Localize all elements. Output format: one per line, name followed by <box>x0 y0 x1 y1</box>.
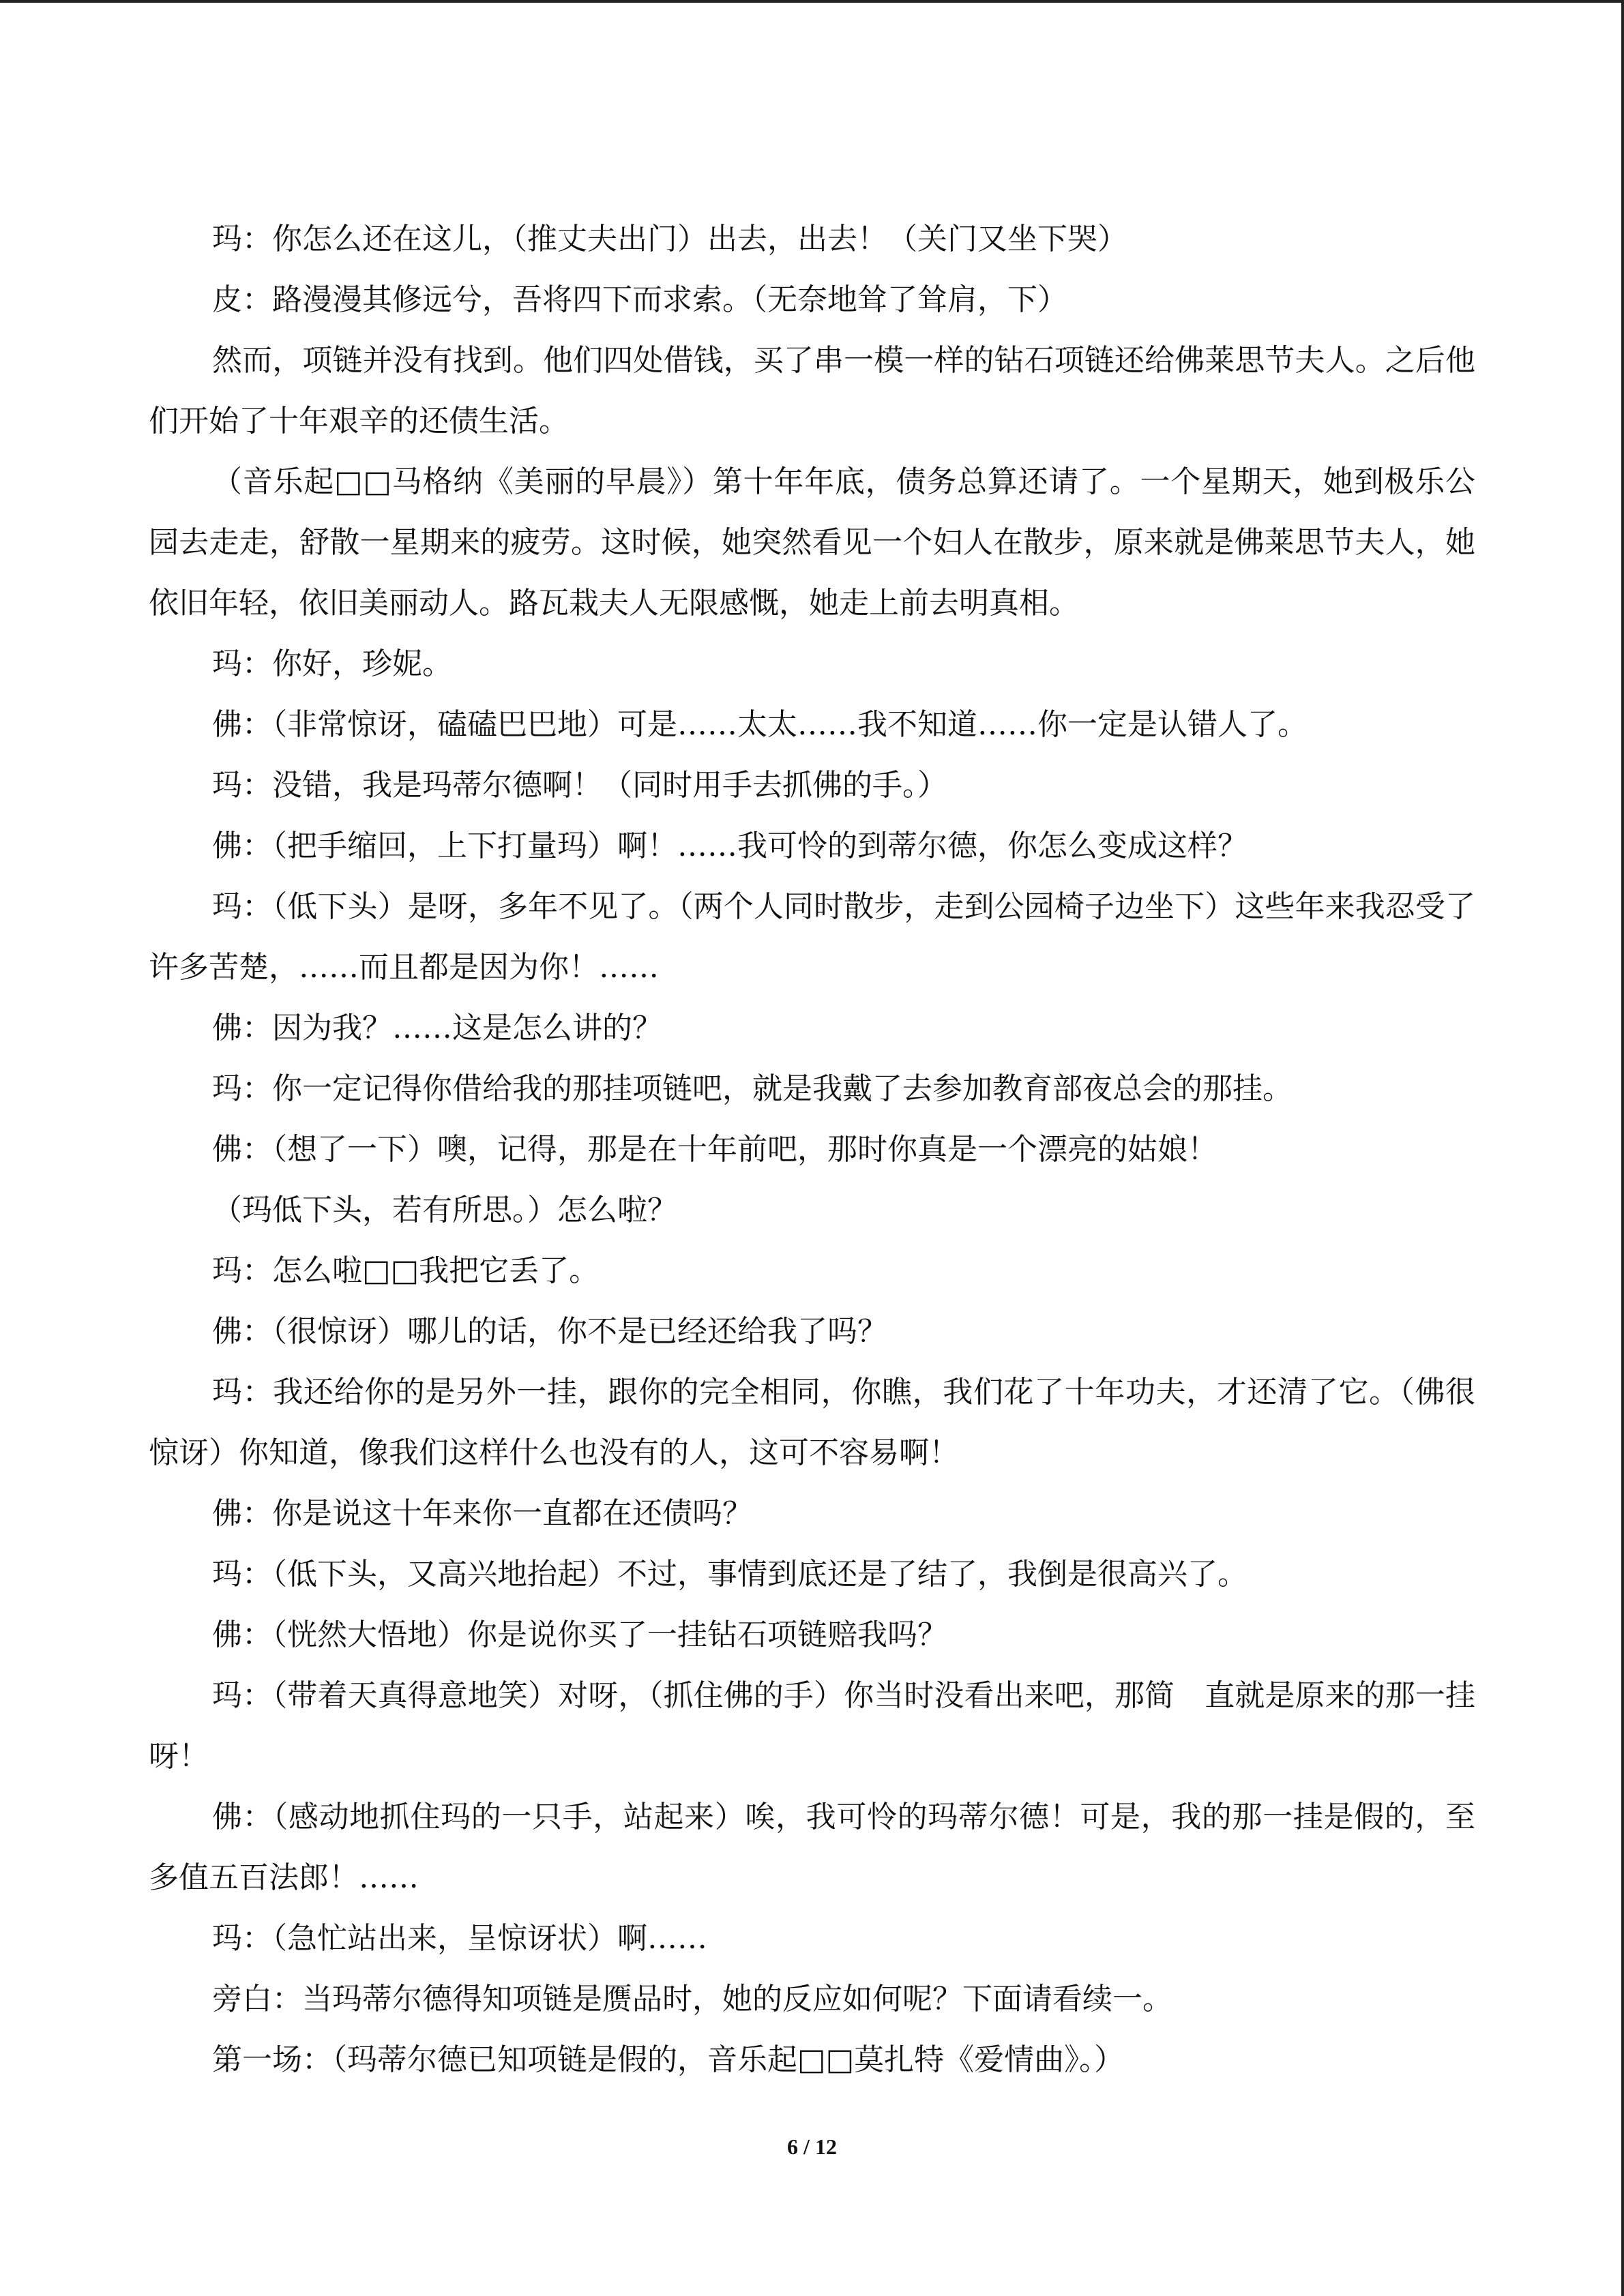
paragraph: 玛：（带着天真得意地笑）对呀，（抓住佛的手）你当时没看出来吧，那简 直就是原来的那一挂呀！ <box>149 1678 1475 1774</box>
paragraph: 玛：你好，珍妮。 <box>212 646 452 681</box>
paragraph: 佛：（感动地抓住玛的一只手，站起来）唉，我可怜的玛蒂尔德！可是，我的那一挂是假的，至多值五百法郎！…… <box>149 1800 1475 1895</box>
paragraph: 旁白：当玛蒂尔德得知项链是赝品时，她的反应如何呢？下面请看续一。 <box>212 1982 1172 2016</box>
paragraph: 佛：（想了一下）噢，记得，那是在十年前吧，那时你真是一个漂亮的姑娘！ <box>212 1132 1217 1167</box>
document-body <box>149 209 1475 2090</box>
page-border-top <box>0 0 1624 3</box>
paragraph: 佛：你是说这十年来你一直都在还债吗？ <box>212 1496 752 1531</box>
page-border-right <box>1621 0 1624 2296</box>
paragraph: （玛低下头，若有所思。）怎么啦？ <box>212 1193 677 1227</box>
paragraph: 佛：（把手缩回，上下打量玛）啊！……我可怜的到蒂尔德，你怎么变成这样？ <box>212 829 1247 863</box>
paragraph: 皮：路漫漫其修远兮，吾将四下而求索。（无奈地耸了耸肩，下） <box>212 282 1067 317</box>
paragraph: 佛：（很惊讶）哪儿的话，你不是已经还给我了吗？ <box>212 1314 887 1349</box>
paragraph: 玛：你一定记得你借给我的那挂项链吧，就是我戴了去参加教育部夜总会的那挂。 <box>212 1071 1293 1106</box>
paragraph: 第一场：（玛蒂尔德已知项链是假的，音乐起□□莫扎特《爱情曲》。） <box>212 2042 1125 2077</box>
paragraph: 玛：（急忙站出来，呈惊讶状）啊…… <box>212 1921 707 1956</box>
paragraph: 玛：（低下头，又高兴地抬起）不过，事情到底还是了结了，我倒是很高兴了。 <box>212 1557 1247 1592</box>
paragraph: 玛：（低下头）是呀，多年不见了。（两个人同时散步，走到公园椅子边坐下）这些年来我忍受了许多苦楚，……而且都是因为你！…… <box>149 889 1475 985</box>
paragraph: 玛：你怎么还在这儿，（推丈夫出门）出去，出去！（关门又坐下哭） <box>212 222 1127 256</box>
paragraph: 然而，项链并没有找到。他们四处借钱，买了串一模一样的钻石项链还给佛莱思节夫人。之后他们开始了十年艰辛的还债生活。 <box>149 343 1475 438</box>
paragraph: （音乐起□□马格纳《美丽的早晨》）第十年年底，债务总算还请了。一个星期天，她到极乐公园去走走，舒散一星期来的疲劳。这时候，她突然看见一个妇人在散步，原来就是佛莱思节夫人，她依旧年轻，依旧美丽动人。路瓦栽夫人无限感慨，她走上前去明真相。 <box>149 464 1475 621</box>
paragraph: 佛：因为我？……这是怎么讲的？ <box>212 1011 662 1045</box>
paragraph: 佛：（恍然大悟地）你是说你买了一挂钻石项链赔我吗？ <box>212 1617 947 1652</box>
paragraph: 玛：我还给你的是另外一挂，跟你的完全相同，你瞧，我们花了十年功夫，才还清了它。（佛很惊讶）你知道，像我们这样什么也没有的人，这可不容易啊！ <box>149 1375 1475 1470</box>
paragraph: 玛：没错，我是玛蒂尔德啊！（同时用手去抓佛的手。） <box>212 768 947 803</box>
page-number: 6 / 12 <box>787 2134 837 2159</box>
paragraph: 玛：怎么啦□□我把它丢了。 <box>212 1253 600 1288</box>
paragraph: 佛：（非常惊讶，磕磕巴巴地）可是……太太……我不知道……你一定是认错人了。 <box>212 707 1308 742</box>
